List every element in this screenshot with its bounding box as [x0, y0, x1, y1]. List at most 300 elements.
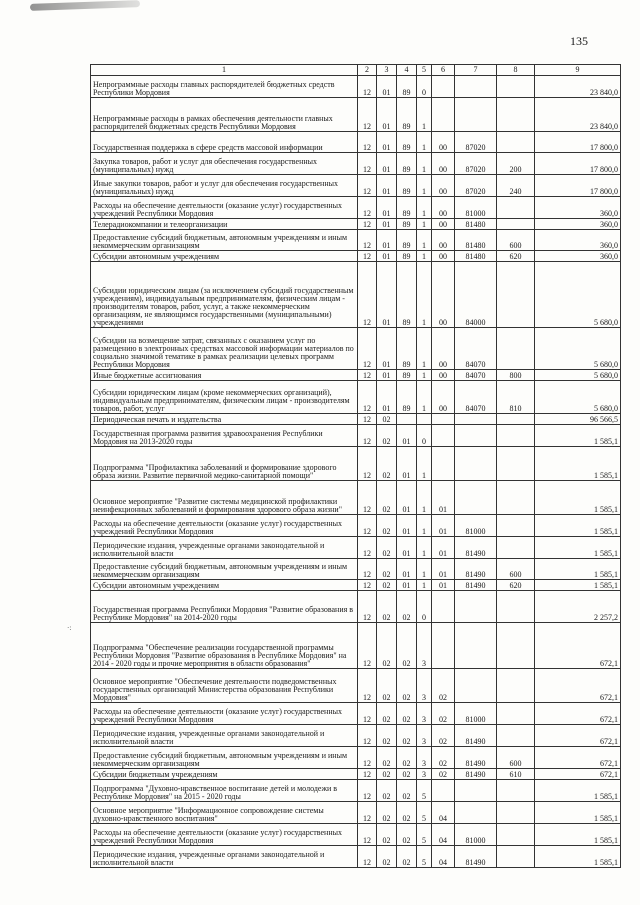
header-cell: 4: [397, 65, 417, 76]
subprogram-code-cell: 1: [417, 153, 432, 175]
subsection-code-cell: 02: [377, 515, 397, 537]
subsection-code-cell: 02: [377, 703, 397, 725]
subsection-code-cell: 02: [377, 824, 397, 846]
subprogram-code-cell: 1: [417, 559, 432, 580]
section-code-cell: 12: [358, 559, 377, 580]
page-number: 135: [570, 34, 588, 48]
expense-name-cell: Государственная поддержка в сфере средств массовой информации: [91, 132, 358, 153]
amount-cell: 1 585,1: [535, 580, 621, 591]
expense-name-cell: Государственная программа развития здравоохранения Республики Мордовия на 2013-2020 годы: [91, 425, 358, 447]
subprogram-code-cell: 1: [417, 262, 432, 328]
direction-code-cell: [455, 780, 497, 802]
event-code-cell: 00: [432, 175, 455, 197]
amount-cell: 1 585,1: [535, 447, 621, 481]
direction-code-cell: 81000: [455, 515, 497, 537]
amount-cell: 1 585,1: [535, 481, 621, 515]
direction-code-cell: 84070: [455, 370, 497, 381]
subprogram-code-cell: 3: [417, 725, 432, 747]
subsection-code-cell: 01: [377, 328, 397, 370]
direction-code-cell: 81480: [455, 219, 497, 230]
subprogram-code-cell: 1: [417, 219, 432, 230]
amount-cell: 360,0: [535, 230, 621, 251]
table-row: [91, 580, 621, 591]
direction-code-cell: [455, 802, 497, 824]
subsection-code-cell: 02: [377, 559, 397, 580]
table-row: [91, 623, 621, 669]
subsection-code-cell: 01: [377, 262, 397, 328]
amount-cell: 1 585,1: [535, 559, 621, 580]
event-code-cell: [432, 591, 455, 623]
section-code-cell: 12: [358, 747, 377, 769]
subsection-code-cell: 01: [377, 230, 397, 251]
direction-code-cell: [455, 76, 497, 98]
event-code-cell: 00: [432, 230, 455, 251]
expense-name-cell: Иные бюджетные ассигнования: [91, 370, 358, 381]
event-code-cell: [432, 76, 455, 98]
expense-type-cell: [497, 447, 535, 481]
table-row: [91, 669, 621, 703]
event-code-cell: 00: [432, 219, 455, 230]
subprogram-code-cell: 3: [417, 769, 432, 780]
header-cell: 6: [432, 65, 455, 76]
subprogram-code-cell: 1: [417, 481, 432, 515]
expense-type-cell: [497, 219, 535, 230]
subsection-code-cell: 01: [377, 251, 397, 262]
direction-code-cell: 87020: [455, 175, 497, 197]
direction-code-cell: [455, 591, 497, 623]
program-code-cell: 89: [397, 132, 417, 153]
expense-name-cell: Расходы на обеспечение деятельности (оказание услуг) государственных учреждений Республики Мордовия: [91, 197, 358, 219]
event-code-cell: 00: [432, 381, 455, 414]
event-code-cell: 01: [432, 515, 455, 537]
amount-cell: 5 680,0: [535, 262, 621, 328]
expense-type-cell: [497, 197, 535, 219]
budget-table: [90, 64, 621, 868]
section-code-cell: 12: [358, 537, 377, 559]
subprogram-code-cell: 1: [417, 447, 432, 481]
section-code-cell: 12: [358, 591, 377, 623]
event-code-cell: 01: [432, 559, 455, 580]
amount-cell: 672,1: [535, 725, 621, 747]
section-code-cell: 12: [358, 76, 377, 98]
amount-cell: 17 800,0: [535, 153, 621, 175]
subsection-code-cell: 01: [377, 132, 397, 153]
subprogram-code-cell: 1: [417, 381, 432, 414]
program-code-cell: 89: [397, 98, 417, 132]
expense-name-cell: Телерадиокомпании и телеорганизации: [91, 219, 358, 230]
section-code-cell: 12: [358, 132, 377, 153]
section-code-cell: 12: [358, 425, 377, 447]
expense-type-cell: [497, 132, 535, 153]
subprogram-code-cell: 1: [417, 98, 432, 132]
expense-name-cell: Субсидии юридическим лицам (кроме некоммерческих организаций), индивидуальным предпринимателям, физическим лицам - производителям товаров, работ, услуг: [91, 381, 358, 414]
program-code-cell: 89: [397, 328, 417, 370]
direction-code-cell: 81490: [455, 580, 497, 591]
margin-mark: ·:: [67, 624, 72, 632]
amount-cell: 23 840,0: [535, 98, 621, 132]
subprogram-code-cell: 1: [417, 328, 432, 370]
event-code-cell: 00: [432, 132, 455, 153]
amount-cell: 5 680,0: [535, 381, 621, 414]
program-code-cell: 02: [397, 802, 417, 824]
event-code-cell: [432, 98, 455, 132]
table-row: [91, 769, 621, 780]
amount-cell: 5 680,0: [535, 370, 621, 381]
subprogram-code-cell: 0: [417, 425, 432, 447]
expense-name-cell: Основное мероприятие "Обеспечение деятельности подведомственных государственных организаций Министерства образования Республики Мордовия": [91, 669, 358, 703]
amount-cell: 360,0: [535, 251, 621, 262]
section-code-cell: 12: [358, 769, 377, 780]
expense-name-cell: Основное мероприятие "Информационное сопровождение системы духовно-нравственного воспитания": [91, 802, 358, 824]
program-code-cell: 02: [397, 591, 417, 623]
expense-name-cell: Иные закупки товаров, работ и услуг для обеспечения государственных (муниципальных) нужд: [91, 175, 358, 197]
expense-type-cell: [497, 328, 535, 370]
subprogram-code-cell: 5: [417, 824, 432, 846]
section-code-cell: 12: [358, 175, 377, 197]
amount-cell: 1 585,1: [535, 425, 621, 447]
event-code-cell: 02: [432, 769, 455, 780]
expense-name-cell: Предоставление субсидий бюджетным, автономным учреждениям и иным некоммерческим организациям: [91, 559, 358, 580]
amount-cell: 1 585,1: [535, 802, 621, 824]
section-code-cell: 12: [358, 669, 377, 703]
expense-type-cell: [497, 98, 535, 132]
direction-code-cell: 87020: [455, 153, 497, 175]
scan-smudge: [30, 0, 140, 11]
table-row: [91, 197, 621, 219]
table-row: [91, 175, 621, 197]
expense-type-cell: 620: [497, 251, 535, 262]
expense-type-cell: [497, 780, 535, 802]
direction-code-cell: 84070: [455, 381, 497, 414]
subprogram-code-cell: [417, 414, 432, 425]
program-code-cell: 89: [397, 175, 417, 197]
section-code-cell: 12: [358, 262, 377, 328]
expense-type-cell: 240: [497, 175, 535, 197]
direction-code-cell: 81000: [455, 703, 497, 725]
expense-type-cell: 600: [497, 230, 535, 251]
expense-name-cell: Подпрограмма "Духовно-нравственное воспитание детей и молодежи в Республике Мордовия" на 2015 - 2020 годы: [91, 780, 358, 802]
subsection-code-cell: 02: [377, 725, 397, 747]
expense-type-cell: [497, 414, 535, 425]
expense-name-cell: Предоставление субсидий бюджетным, автономным учреждениям и иным некоммерческим организациям: [91, 230, 358, 251]
expense-name-cell: Расходы на обеспечение деятельности (оказание услуг) государственных учреждений Республики Мордовия: [91, 824, 358, 846]
section-code-cell: 12: [358, 725, 377, 747]
direction-code-cell: 81480: [455, 230, 497, 251]
subprogram-code-cell: 1: [417, 515, 432, 537]
subprogram-code-cell: 3: [417, 747, 432, 769]
section-code-cell: 12: [358, 381, 377, 414]
table-row: [91, 591, 621, 623]
expense-name-cell: Субсидии бюджетным учреждениям: [91, 769, 358, 780]
subsection-code-cell: 02: [377, 669, 397, 703]
direction-code-cell: [455, 98, 497, 132]
program-code-cell: 01: [397, 425, 417, 447]
amount-cell: 672,1: [535, 669, 621, 703]
expense-type-cell: [497, 669, 535, 703]
expense-name-cell: Субсидии автономным учреждениям: [91, 580, 358, 591]
section-code-cell: 12: [358, 703, 377, 725]
subsection-code-cell: 02: [377, 537, 397, 559]
amount-cell: 1 585,1: [535, 824, 621, 846]
expense-type-cell: [497, 623, 535, 669]
subsection-code-cell: 01: [377, 153, 397, 175]
subprogram-code-cell: 1: [417, 132, 432, 153]
program-code-cell: 02: [397, 725, 417, 747]
section-code-cell: 12: [358, 251, 377, 262]
amount-cell: 96 566,5: [535, 414, 621, 425]
direction-code-cell: 81000: [455, 824, 497, 846]
program-code-cell: 02: [397, 780, 417, 802]
event-code-cell: [432, 414, 455, 425]
program-code-cell: 89: [397, 262, 417, 328]
expense-name-cell: Периодическая печать и издательства: [91, 414, 358, 425]
program-code-cell: 01: [397, 515, 417, 537]
table-row: [91, 425, 621, 447]
subsection-code-cell: 02: [377, 780, 397, 802]
table-row: [91, 703, 621, 725]
subsection-code-cell: 01: [377, 98, 397, 132]
event-code-cell: 02: [432, 703, 455, 725]
expense-type-cell: 600: [497, 747, 535, 769]
direction-code-cell: [455, 447, 497, 481]
table-row: [91, 262, 621, 328]
program-code-cell: 01: [397, 447, 417, 481]
program-code-cell: 89: [397, 197, 417, 219]
header-cell: 5: [417, 65, 432, 76]
expense-type-cell: 200: [497, 153, 535, 175]
direction-code-cell: [455, 669, 497, 703]
subprogram-code-cell: 1: [417, 251, 432, 262]
program-code-cell: 02: [397, 747, 417, 769]
expense-type-cell: [497, 846, 535, 868]
table-row: [91, 747, 621, 769]
expense-name-cell: Расходы на обеспечение деятельности (оказание услуг) государственных учреждений Республики Мордовия: [91, 515, 358, 537]
event-code-cell: 00: [432, 328, 455, 370]
amount-cell: 672,1: [535, 703, 621, 725]
direction-code-cell: [455, 481, 497, 515]
amount-cell: 1 585,1: [535, 846, 621, 868]
program-code-cell: [397, 414, 417, 425]
subsection-code-cell: 02: [377, 425, 397, 447]
table-row: [91, 559, 621, 580]
subsection-code-cell: 02: [377, 802, 397, 824]
amount-cell: 672,1: [535, 747, 621, 769]
table-row: [91, 515, 621, 537]
direction-code-cell: 81490: [455, 537, 497, 559]
amount-cell: 17 800,0: [535, 132, 621, 153]
section-code-cell: 12: [358, 328, 377, 370]
program-code-cell: 01: [397, 537, 417, 559]
amount-cell: 672,1: [535, 623, 621, 669]
amount-cell: 5 680,0: [535, 328, 621, 370]
direction-code-cell: 81490: [455, 846, 497, 868]
expense-type-cell: [497, 824, 535, 846]
program-code-cell: 02: [397, 669, 417, 703]
subsection-code-cell: 01: [377, 219, 397, 230]
direction-code-cell: 84070: [455, 328, 497, 370]
expense-name-cell: Закупка товаров, работ и услуг для обеспечения государственных (муниципальных) нужд: [91, 153, 358, 175]
event-code-cell: 00: [432, 251, 455, 262]
subsection-code-cell: 02: [377, 447, 397, 481]
subprogram-code-cell: 3: [417, 703, 432, 725]
event-code-cell: 00: [432, 197, 455, 219]
event-code-cell: 04: [432, 824, 455, 846]
section-code-cell: 12: [358, 580, 377, 591]
subsection-code-cell: 01: [377, 197, 397, 219]
subsection-code-cell: 01: [377, 370, 397, 381]
program-code-cell: 89: [397, 370, 417, 381]
section-code-cell: 12: [358, 802, 377, 824]
section-code-cell: 12: [358, 219, 377, 230]
event-code-cell: 04: [432, 802, 455, 824]
section-code-cell: 12: [358, 515, 377, 537]
expense-name-cell: Непрограммные расходы главных распорядителей бюджетных средств Республики Мордовия: [91, 76, 358, 98]
subsection-code-cell: 02: [377, 591, 397, 623]
amount-cell: 1 585,1: [535, 515, 621, 537]
expense-name-cell: Периодические издания, учрежденные органами законодательной и исполнительной власти: [91, 537, 358, 559]
expense-type-cell: [497, 591, 535, 623]
table-row: [91, 824, 621, 846]
section-code-cell: 12: [358, 780, 377, 802]
subsection-code-cell: 02: [377, 414, 397, 425]
expense-type-cell: [497, 703, 535, 725]
expense-name-cell: Субсидии автономным учреждениям: [91, 251, 358, 262]
table-row: [91, 370, 621, 381]
program-code-cell: 01: [397, 580, 417, 591]
event-code-cell: 00: [432, 370, 455, 381]
program-code-cell: 02: [397, 846, 417, 868]
table-row: [91, 230, 621, 251]
direction-code-cell: 84000: [455, 262, 497, 328]
table-row: [91, 846, 621, 868]
subprogram-code-cell: 3: [417, 669, 432, 703]
event-code-cell: [432, 447, 455, 481]
header-cell: 9: [535, 65, 621, 76]
amount-cell: 17 800,0: [535, 175, 621, 197]
subprogram-code-cell: 1: [417, 197, 432, 219]
header-cell: 2: [358, 65, 377, 76]
program-code-cell: 02: [397, 824, 417, 846]
table-row: [91, 414, 621, 425]
subsection-code-cell: 01: [377, 175, 397, 197]
program-code-cell: 89: [397, 230, 417, 251]
expense-name-cell: Предоставление субсидий бюджетным, автономным учреждениям и иным некоммерческим организациям: [91, 747, 358, 769]
program-code-cell: 01: [397, 559, 417, 580]
table-row: [91, 447, 621, 481]
expense-type-cell: 810: [497, 381, 535, 414]
subsection-code-cell: 02: [377, 846, 397, 868]
subprogram-code-cell: 1: [417, 580, 432, 591]
table-row: [91, 76, 621, 98]
table-row: [91, 537, 621, 559]
expense-name-cell: Расходы на обеспечение деятельности (оказание услуг) государственных учреждений Республики Мордовия: [91, 703, 358, 725]
expense-type-cell: [497, 725, 535, 747]
event-code-cell: 01: [432, 537, 455, 559]
table-row: [91, 725, 621, 747]
table-body: [91, 76, 621, 868]
subprogram-code-cell: 1: [417, 370, 432, 381]
subprogram-code-cell: 5: [417, 780, 432, 802]
section-code-cell: 12: [358, 197, 377, 219]
table-row: [91, 802, 621, 824]
direction-code-cell: 81490: [455, 725, 497, 747]
direction-code-cell: 81000: [455, 197, 497, 219]
expense-name-cell: Государственная программа Республики Мордовия "Развитие образования в Республике Мордовия" на 2014-2020 годы: [91, 591, 358, 623]
event-code-cell: 02: [432, 747, 455, 769]
program-code-cell: 02: [397, 769, 417, 780]
direction-code-cell: 81490: [455, 559, 497, 580]
amount-cell: 672,1: [535, 769, 621, 780]
subprogram-code-cell: 1: [417, 175, 432, 197]
direction-code-cell: 81490: [455, 747, 497, 769]
header-row: [91, 65, 621, 76]
section-code-cell: 12: [358, 824, 377, 846]
header-cell: 8: [497, 65, 535, 76]
expense-name-cell: Непрограммные расходы в рамках обеспечения деятельности главных распорядителей бюджетных средств Республики Мордовия: [91, 98, 358, 132]
direction-code-cell: 81490: [455, 769, 497, 780]
amount-cell: 1 585,1: [535, 537, 621, 559]
program-code-cell: 89: [397, 153, 417, 175]
section-code-cell: 12: [358, 447, 377, 481]
direction-code-cell: [455, 425, 497, 447]
subprogram-code-cell: 1: [417, 537, 432, 559]
expense-type-cell: [497, 262, 535, 328]
subsection-code-cell: 01: [377, 76, 397, 98]
header-cell: 3: [377, 65, 397, 76]
header-cell: 1: [91, 65, 358, 76]
expense-type-cell: [497, 515, 535, 537]
direction-code-cell: [455, 623, 497, 669]
expense-type-cell: [497, 802, 535, 824]
event-code-cell: 01: [432, 481, 455, 515]
table-row: [91, 98, 621, 132]
program-code-cell: 89: [397, 251, 417, 262]
subsection-code-cell: 01: [377, 381, 397, 414]
expense-type-cell: [497, 481, 535, 515]
table-row: [91, 328, 621, 370]
expense-name-cell: Субсидии юридическим лицам (за исключением субсидий государственным учреждениям), индивидуальным предпринимателям, физическим лицам - производителям товаров, работ, услуг, а также некоммерческим организациям, не являющимся государственными (муниципальными) учреждениями: [91, 262, 358, 328]
event-code-cell: 02: [432, 669, 455, 703]
expense-type-cell: [497, 76, 535, 98]
subsection-code-cell: 02: [377, 580, 397, 591]
section-code-cell: 12: [358, 623, 377, 669]
expense-type-cell: 800: [497, 370, 535, 381]
expense-type-cell: 620: [497, 580, 535, 591]
event-code-cell: 01: [432, 580, 455, 591]
expense-name-cell: Основное мероприятие "Развитие системы медицинской профилактики неинфекционных заболеваний и формирования здорового образа жизни": [91, 481, 358, 515]
section-code-cell: 12: [358, 98, 377, 132]
event-code-cell: 02: [432, 725, 455, 747]
budget-table-container: [90, 64, 620, 868]
section-code-cell: 12: [358, 370, 377, 381]
event-code-cell: [432, 780, 455, 802]
subsection-code-cell: 02: [377, 769, 397, 780]
header-cell: 7: [455, 65, 497, 76]
subprogram-code-cell: 0: [417, 591, 432, 623]
program-code-cell: 89: [397, 76, 417, 98]
table-row: [91, 481, 621, 515]
table-row: [91, 153, 621, 175]
event-code-cell: 00: [432, 262, 455, 328]
table-row: [91, 132, 621, 153]
program-code-cell: 89: [397, 219, 417, 230]
amount-cell: 1 585,1: [535, 780, 621, 802]
table-row: [91, 251, 621, 262]
expense-name-cell: Подпрограмма "Профилактика заболеваний и формирование здорового образа жизни. Развитие первичной медико-санитарной помощи": [91, 447, 358, 481]
event-code-cell: [432, 425, 455, 447]
amount-cell: 360,0: [535, 197, 621, 219]
program-code-cell: 02: [397, 703, 417, 725]
